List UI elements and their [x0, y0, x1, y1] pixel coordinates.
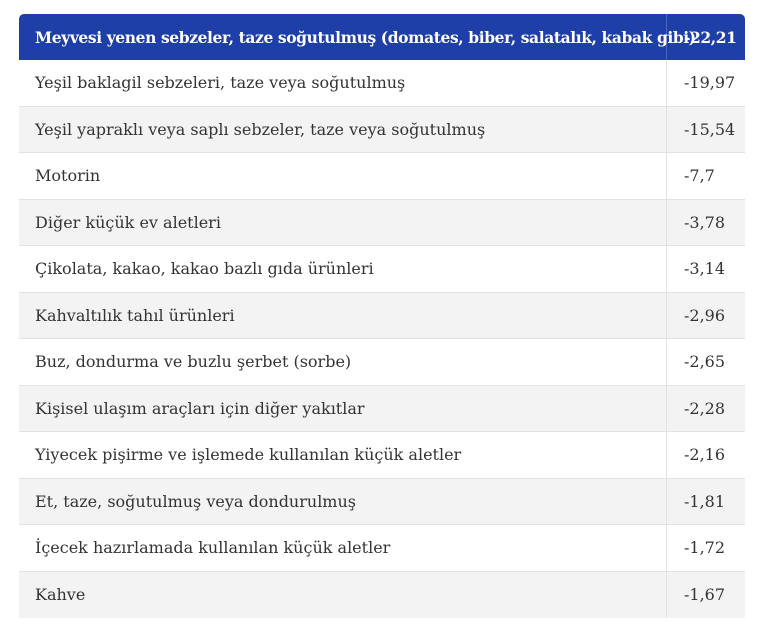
row-item-value: -2,28	[666, 386, 745, 433]
row-item-name: Çikolata, kakao, kakao bazlı gıda ürünleri	[19, 246, 666, 293]
row-item-value: -2,16	[666, 432, 745, 479]
row-item-name: Kahvaltılık tahıl ürünleri	[19, 293, 666, 340]
table-row	[19, 60, 745, 107]
table-row	[19, 153, 745, 200]
table-row	[19, 200, 745, 247]
row-item-value: -7,7	[666, 153, 745, 200]
row-item-value: -1,67	[666, 572, 745, 619]
table-header	[19, 14, 745, 60]
price-change-table	[19, 14, 745, 618]
header-item-value: -22,21	[666, 14, 745, 60]
table-row	[19, 525, 745, 572]
table-row	[19, 572, 745, 619]
row-item-value: -1,81	[666, 479, 745, 526]
row-item-value: -1,72	[666, 525, 745, 572]
row-item-name: Diğer küçük ev aletleri	[19, 200, 666, 247]
header-row	[19, 14, 745, 60]
row-item-value: -2,65	[666, 339, 745, 386]
table-row	[19, 479, 745, 526]
row-item-value: -3,14	[666, 246, 745, 293]
row-item-value: -3,78	[666, 200, 745, 247]
table-row	[19, 339, 745, 386]
table-row	[19, 432, 745, 479]
table-row	[19, 246, 745, 293]
row-item-name: Buz, dondurma ve buzlu şerbet (sorbe)	[19, 339, 666, 386]
row-item-name: İçecek hazırlamada kullanılan küçük aletler	[19, 525, 666, 572]
row-item-name: Kahve	[19, 572, 666, 619]
table-body	[19, 60, 745, 618]
row-item-name: Yiyecek pişirme ve işlemede kullanılan küçük aletler	[19, 432, 666, 479]
table-row	[19, 386, 745, 433]
row-item-value: -2,96	[666, 293, 745, 340]
row-item-name: Yeşil yapraklı veya saplı sebzeler, taze veya soğutulmuş	[19, 107, 666, 154]
row-item-name: Yeşil baklagil sebzeleri, taze veya soğutulmuş	[19, 60, 666, 107]
row-item-name: Et, taze, soğutulmuş veya dondurulmuş	[19, 479, 666, 526]
row-item-value: -15,54	[666, 107, 745, 154]
table-row	[19, 107, 745, 154]
row-item-name: Kişisel ulaşım araçları için diğer yakıtlar	[19, 386, 666, 433]
header-item-name: Meyvesi yenen sebzeler, taze soğutulmuş (domates, biber, salatalık, kabak gibi)	[19, 14, 666, 60]
price-change-table-container	[19, 14, 745, 618]
row-item-name: Motorin	[19, 153, 666, 200]
row-item-value: -19,97	[666, 60, 745, 107]
table-row	[19, 293, 745, 340]
